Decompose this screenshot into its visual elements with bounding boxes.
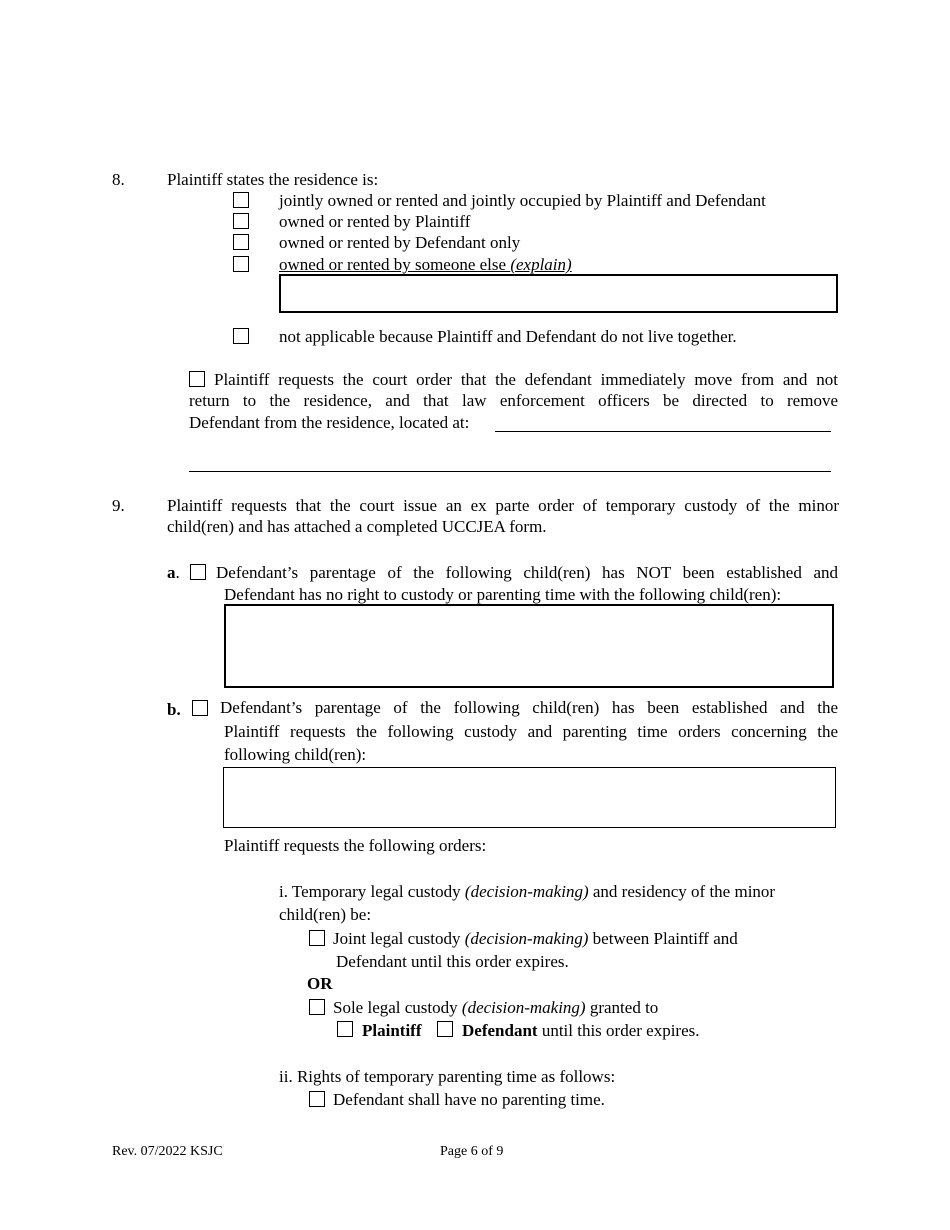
joint-em: (decision-making) xyxy=(464,929,589,948)
checkbox-no-parenting-time[interactable] xyxy=(309,1091,325,1107)
item-8-number: 8. xyxy=(112,170,125,189)
checkbox-joint-legal-custody[interactable] xyxy=(309,930,325,946)
checkbox-sole-legal-custody[interactable] xyxy=(309,999,325,1015)
no-parenting-time-label: Defendant shall have no parenting time. xyxy=(333,1090,605,1109)
checkbox-move-out-request[interactable] xyxy=(189,371,205,387)
legal-custody-line-1 xyxy=(279,881,775,902)
explain-input[interactable] xyxy=(279,274,838,313)
joint-post: between Plaintiff and xyxy=(588,929,738,948)
option-someone-else-text: owned or rented by someone else xyxy=(279,255,511,274)
checkbox-joint-residence[interactable] xyxy=(233,192,249,208)
or-text: OR xyxy=(307,974,333,993)
or-separator xyxy=(307,973,333,994)
joint-legal-custody-line-2: Defendant until this order expires. xyxy=(336,952,569,971)
checkbox-plaintiff-residence[interactable] xyxy=(233,213,249,229)
children-not-established-input[interactable] xyxy=(224,604,834,688)
joint-legal-custody-line-1 xyxy=(333,928,738,949)
parenting-time-heading: ii. Rights of temporary parenting time as follows: xyxy=(279,1067,616,1086)
move-out-request-line-1: Plaintiff requests the court order that the defendant immediately move from and not xyxy=(214,370,838,389)
sole-plaintiff-label xyxy=(362,1020,422,1041)
sole-pre: Sole legal custody xyxy=(333,998,462,1017)
item-9b-line-3: following child(ren): xyxy=(224,745,367,764)
checkbox-sole-defendant[interactable] xyxy=(437,1021,453,1037)
checkbox-parentage-not-established[interactable] xyxy=(190,564,206,580)
sole-legal-custody-line xyxy=(333,997,658,1018)
legal-custody-em: (decision-making) xyxy=(464,882,589,901)
move-out-request-line-2: return to the residence, and that law enforcement officers be directed to remove xyxy=(189,391,838,410)
checkbox-parentage-established[interactable] xyxy=(192,700,208,716)
explain-note: (explain) xyxy=(510,255,572,274)
item-8-intro: Plaintiff states the residence is: xyxy=(167,170,379,189)
checkbox-sole-plaintiff[interactable] xyxy=(337,1021,353,1037)
item-9b-line-1: Defendant’s parentage of the following child(ren) has been established and the xyxy=(220,698,838,717)
option-not-applicable: not applicable because Plaintiff and Defendant do not live together. xyxy=(279,327,737,346)
sole-em: (decision-making) xyxy=(461,998,586,1017)
expires-text: until this order expires. xyxy=(537,1021,700,1040)
item-9b-letter: b. xyxy=(167,700,181,719)
item-9-line-1: Plaintiff requests that the court issue an ex parte order of temporary custody of the minor xyxy=(167,496,839,515)
residence-address-line-1[interactable] xyxy=(495,431,831,432)
sole-defendant-label xyxy=(462,1020,700,1041)
option-joint-residence: jointly owned or rented and jointly occupied by Plaintiff and Defendant xyxy=(279,191,766,210)
defendant-text: Defendant xyxy=(462,1021,538,1040)
orders-intro: Plaintiff requests the following orders: xyxy=(224,836,487,855)
option-plaintiff-residence: owned or rented by Plaintiff xyxy=(279,212,471,231)
footer-revision: Rev. 07/2022 KSJC xyxy=(112,1144,223,1159)
item-9a-line-2: Defendant has no right to custody or parenting time with the following child(ren): xyxy=(224,585,782,604)
item-9a-label xyxy=(167,562,180,583)
joint-pre: Joint legal custody xyxy=(333,929,465,948)
item-9a-punct: . xyxy=(175,563,180,582)
option-defendant-residence: owned or rented by Defendant only xyxy=(279,233,521,252)
residence-address-line-2[interactable] xyxy=(189,471,831,472)
item-9b-label xyxy=(167,699,181,720)
footer-page-number: Page 6 of 9 xyxy=(440,1144,504,1159)
item-9a-letter: a xyxy=(167,563,176,582)
children-established-input[interactable] xyxy=(223,767,836,828)
checkbox-not-applicable[interactable] xyxy=(233,328,249,344)
checkbox-someone-else-residence[interactable] xyxy=(233,256,249,272)
legal-custody-line-2: child(ren) be: xyxy=(279,905,372,924)
legal-custody-post: and residency of the minor xyxy=(588,882,776,901)
move-out-request-line-3: Defendant from the residence, located at: xyxy=(189,413,470,432)
option-someone-else-residence xyxy=(279,254,572,275)
legal-custody-pre: i. Temporary legal custody xyxy=(279,882,465,901)
item-9a-line-1: Defendant’s parentage of the following child(ren) has NOT been established and xyxy=(216,563,838,582)
checkbox-defendant-residence[interactable] xyxy=(233,234,249,250)
item-9b-line-2: Plaintiff requests the following custody and parenting time orders concerning the xyxy=(224,722,838,741)
plaintiff-text: Plaintiff xyxy=(362,1021,422,1040)
item-9-number: 9. xyxy=(112,496,125,515)
item-9-line-2: child(ren) and has attached a completed UCCJEA form. xyxy=(167,517,547,536)
sole-post: granted to xyxy=(585,998,659,1017)
